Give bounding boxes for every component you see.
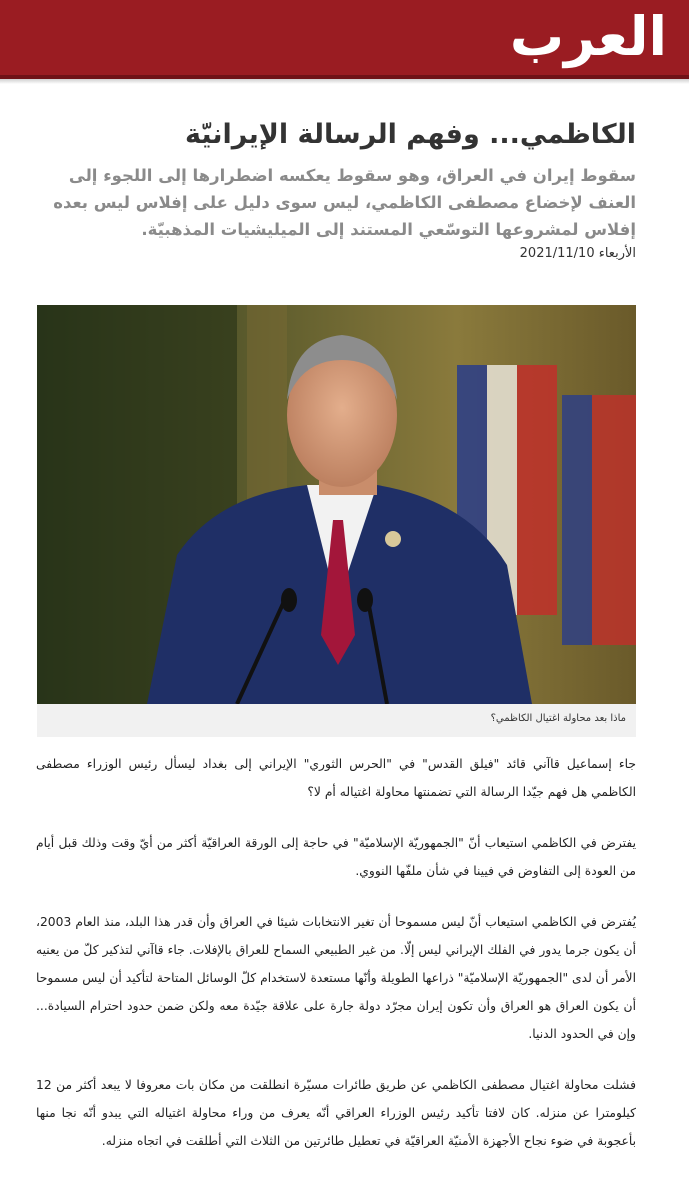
image-caption: ماذا بعد محاولة اغتيال الكاظمي؟ (490, 713, 626, 724)
portrait-photo-icon (37, 305, 636, 704)
article-title: الكاظمي... وفهم الرسالة الإيرانيّة (185, 119, 636, 150)
article-body (36, 750, 636, 1178)
site-header (0, 0, 689, 79)
paragraph: يفترض في الكاظمي استيعاب أنّ "الجمهوريّة الإسلاميّة" في حاجة إلى الورقة العراقيّة أكثر من أيّ وقت وذلك قبل أيام من العودة إلى التفاوض في فيينا في شأن ملفّها النووي. (36, 836, 636, 878)
paragraph: فشلت محاولة اغتيال مصطفى الكاظمي عن طريق طائرات مسيّرة انطلقت من مكان بات معروفا لا يبعد أكثر من 12 كيلومترا عن منزله. كان لافتا تأكيد رئيس الوزراء العراقي أنّه يعرف من وراء محاولة اغتياله التي يبدو أنّه نجا منها بأعجوبة في ضوء نجاح الأجهزة الأمنيّة العراقيّة في تعطيل طائرتين من الثلاث التي أطلقت في اتجاه منزله. (36, 1078, 636, 1148)
site-logo[interactable]: العرب (509, 4, 667, 68)
paragraph: جاء إسماعيل قاآني قائد "فيلق القدس" في "الحرس الثوري" الإيراني إلى بغداد ليسأل رئيس الوزراء مصطفى الكاظمي هل فهم جيّدا الرسالة التي تضمنتها محاولة اغتياله أم لا؟ (36, 757, 636, 799)
paragraph: يُفترض في الكاظمي استيعاب أنّ ليس مسموحا أن تغير الانتخابات شيئا في العراق وأن قدر هذا البلد، منذ العام 2003، أن يكون جرما يدور في الفلك الإيراني ليس إلّا. من غير الطبيعي السماح للعراق بالإفلات. جاء قاآني لتذكير كلّ من يعنيه الأمر أن لدى "الجمهوريّة الإسلاميّة" ذراعها الطويلة وأنّها مستعدة لاستخدام كلّ الوسائل المتاحة لتأكيد أن ليس مسموحا أن يكون العراق هو العراق وأن تكون إيران مجرّد دولة جارة على علاقة جيّدة معه ولكن ضمن حدود احترام السيادة... وإن في الحدود الدنيا. (36, 915, 636, 1041)
article-date: الأربعاء 2021/11/10 (519, 246, 636, 261)
article-photo[interactable] (37, 305, 636, 704)
header-shadow (0, 79, 689, 84)
article-subtitle: سقوط إيران في العراق، وهو سقوط يعكسه اضطرارها إلى اللجوء إلى العنف لإخضاع مصطفى الكاظمي، ليس سوى دليل على إفلاس ليس بعده إفلاس لمشروعها التوسّعي المستند إلى الميليشيات المذهبيّة. (53, 166, 636, 239)
article-figure (37, 305, 636, 737)
